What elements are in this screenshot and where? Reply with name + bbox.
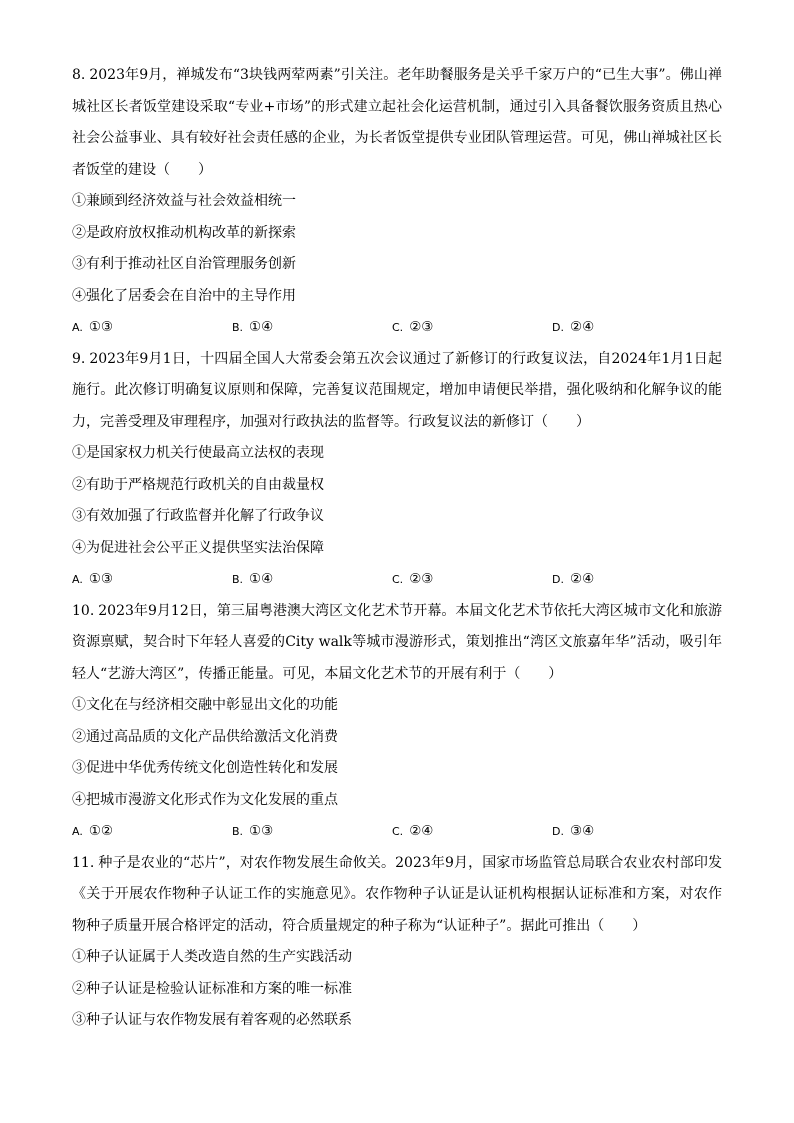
question-text: 2023年9月，禅城发布“3块钱两荤两素”引关注。老年助餐服务是关乎千家万户的“已生大事”。佛山禅城社区长者饭堂建设采取“专业+市场”的形式建立起社会化运营机制，通过引入具备餐饮服务资质且热心社会公益事业、具有较好社会责任感的企业，为长者饭堂提供专业团队管理运营。可见，佛山禅城社区长者饭堂的建设（ ） [72, 67, 722, 178]
statement-3: ③有利于推动社区自治管理服务创新 [72, 256, 296, 272]
question-text: 2023年9月1日，十四届全国人大常委会第五次会议通过了新修订的行政复议法，自2024年1月1日起施行。此次修订明确复议原则和保障，完善复议范围规定，增加申请便民举措，强化吸纳和化解争议的能力，完善受理及审理程序，加强对行政执法的监督等。行政复议法的新修订（ ） [72, 350, 722, 430]
option-b[interactable]: B. ①④ [232, 319, 274, 335]
statement-1: ①兼顾到经济效益与社会效益相统一 [72, 193, 296, 209]
statement-3: ③种子认证与农作物发展有着客观的必然联系 [72, 1012, 352, 1028]
question-8 [72, 60, 722, 344]
option-c[interactable]: C. ②③ [392, 319, 434, 335]
statement-1: ①种子认证属于人类改造自然的生产实践活动 [72, 949, 352, 965]
question-stem [72, 60, 722, 186]
option-a[interactable]: A. ①③ [72, 571, 114, 587]
exam-page [72, 60, 722, 1037]
question-text: 种子是农业的“芯片”，对农作物发展生命攸关。2023年9月，国家市场监管总局联合农业农村部印发《关于开展农作物种子认证工作的实施意见》。农作物种子认证是认证机构根据认证标准和方案，对农作物种子质量开展合格评定的活动，符合质量规定的种子称为“认证种子”。据此可推出（ ） [72, 854, 722, 934]
answer-options [72, 816, 722, 848]
option-d[interactable]: D. ③④ [552, 823, 595, 839]
question-number: 8. [72, 67, 86, 83]
statement-2: ②通过高品质的文化产品供给激活文化消费 [72, 728, 338, 745]
question-number: 10. [72, 602, 95, 619]
option-b[interactable]: B. ①③ [232, 823, 274, 839]
answer-options [72, 564, 722, 596]
option-c[interactable]: C. ②④ [392, 823, 434, 839]
option-d[interactable]: D. ②④ [552, 319, 595, 335]
option-a[interactable]: A. ①② [72, 823, 114, 839]
statement-2: ②是政府放权推动机构改革的新探索 [72, 224, 296, 241]
answer-options [72, 312, 722, 344]
question-stem [72, 596, 722, 691]
statement-3: ③促进中华优秀传统文化创造性转化和发展 [72, 760, 338, 776]
statement-1: ①是国家权力机关行使最高立法权的表现 [72, 445, 324, 461]
question-number: 11. [72, 854, 95, 871]
statement-2: ②种子认证是检验认证标准和方案的唯一标准 [72, 980, 352, 997]
option-b[interactable]: B. ①④ [232, 571, 274, 587]
question-9 [72, 344, 722, 596]
question-stem [72, 344, 722, 439]
statement-2: ②有助于严格规范行政机关的自由裁量权 [72, 476, 324, 493]
question-11 [72, 848, 722, 1037]
question-number: 9. [72, 350, 86, 367]
statement-4: ④为促进社会公平正义提供坚实法治保障 [72, 539, 324, 556]
question-10 [72, 596, 722, 848]
option-a[interactable]: A. ①③ [72, 319, 114, 335]
option-c[interactable]: C. ②③ [392, 571, 434, 587]
question-text: 2023年9月12日，第三届粤港澳大湾区文化艺术节开幕。本届文化艺术节依托大湾区城市文化和旅游资源禀赋，契合时下年轻人喜爱的City walk等城市漫游形式，策划推出“湾区文旅嘉年华”活动，吸引年轻人“艺游大湾区”，传播正能量。可见，本届文化艺术节的开展有利于（ ） [72, 602, 722, 682]
statement-3: ③有效加强了行政监督并化解了行政争议 [72, 508, 324, 524]
statement-1: ①文化在与经济相交融中彰显出文化的功能 [72, 697, 338, 713]
option-d[interactable]: D. ②④ [552, 571, 595, 587]
question-stem [72, 848, 722, 943]
statement-4: ④强化了居委会在自治中的主导作用 [72, 287, 296, 304]
statement-4: ④把城市漫游文化形式作为文化发展的重点 [72, 791, 338, 808]
